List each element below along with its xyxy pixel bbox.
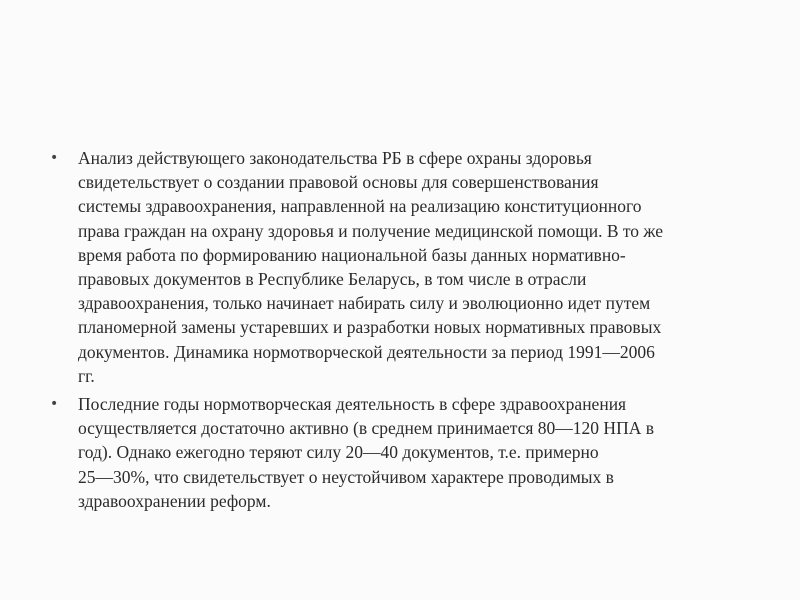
bullet-item [50, 392, 750, 513]
text-line: год). Однако ежегодно теряют силу 20—40 документов, т.е. примерно [78, 442, 599, 463]
text-line: планомерной замены устаревших и разработки новых нормативных правовых [78, 317, 662, 338]
bullet-dot-icon: • [50, 396, 59, 413]
text-line: Последние годы нормотворческая деятельность в сфере здравоохранения [78, 394, 627, 415]
text-line: права граждан на охрану здоровья и получение медицинской помощи. В то же [78, 220, 664, 241]
text-line: документов. Динамика нормотворческой деятельности за период 1991—2006 [78, 341, 655, 362]
text-line: время работа по формированию национальной базы данных нормативно- [78, 244, 626, 265]
bullet-list [50, 146, 750, 517]
text-line: гг. [78, 365, 95, 386]
text-line: здравоохранения, только начинает набирать силу и эволюционно идет путем [78, 293, 651, 314]
text-line: 25—30%, что свидетельствует о неустойчивом характере проводимых в [78, 466, 614, 487]
text-line: правовых документов в Республике Беларусь, в том числе в отрасли [78, 269, 587, 290]
text-line: системы здравоохранения, направленной на реализацию конституционного [78, 196, 642, 217]
text-line: Анализ действующего законодательства РБ в сфере охраны здоровья [78, 148, 592, 168]
text-line: осуществляется достаточно активно (в среднем принимается 80—120 НПА в [78, 418, 654, 439]
bullet-dot-icon: • [50, 150, 59, 166]
text-line: свидетельствует о создании правовой основы для совершенствования [78, 172, 599, 193]
bullet-item [50, 146, 750, 388]
text-line: здравоохранении реформ. [78, 490, 271, 511]
